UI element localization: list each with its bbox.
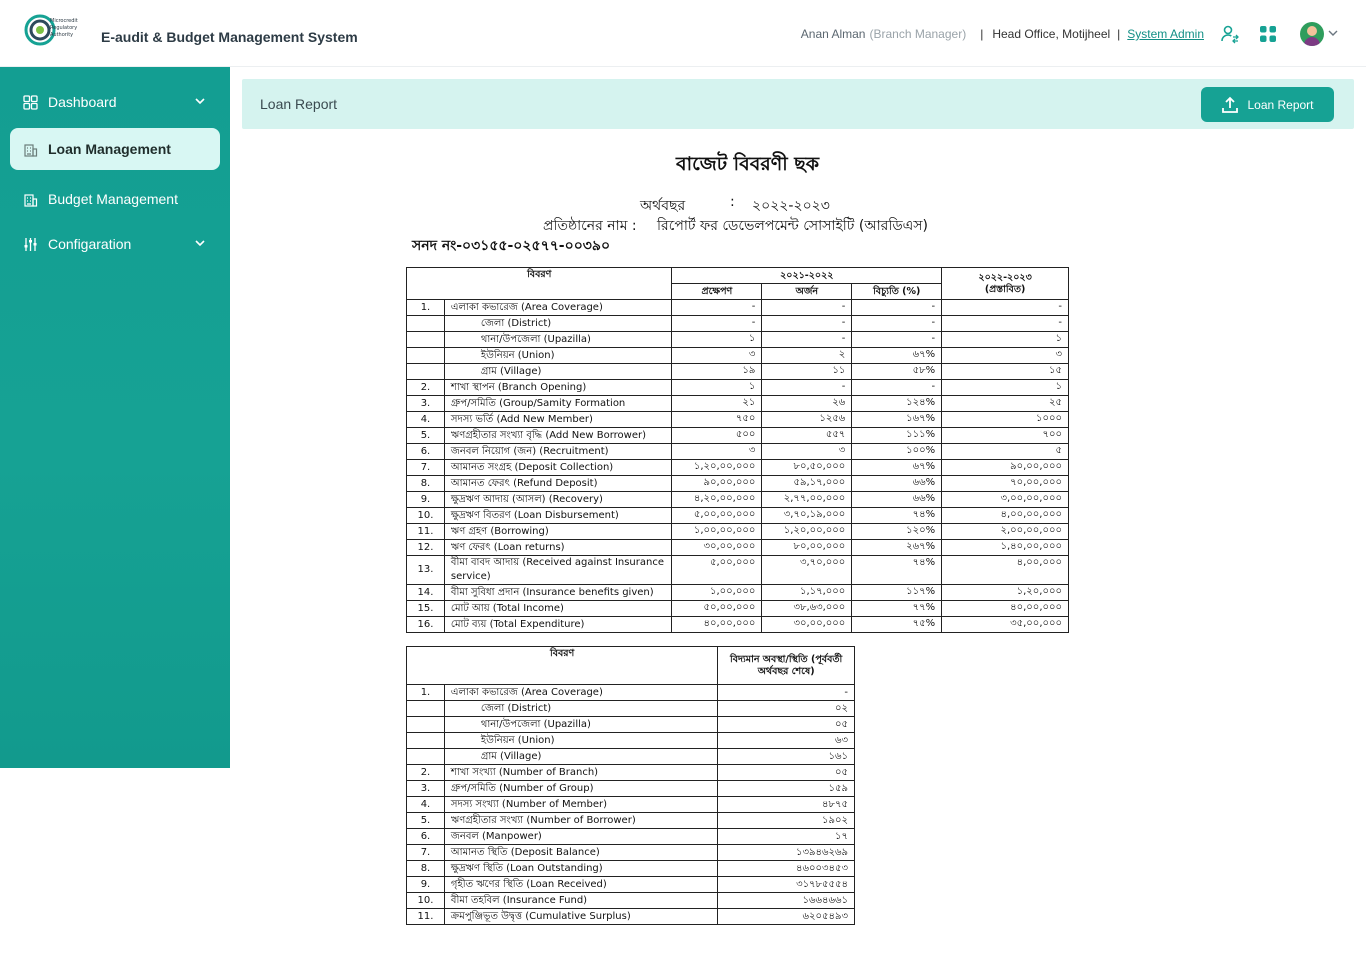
sidebar-item-budget-management[interactable] <box>10 178 220 220</box>
row-label: গ্রুপ/সমিতি (Group/Samity Formation <box>444 396 672 412</box>
row-number <box>407 332 445 348</box>
deviation-value: ৬৬% <box>852 492 942 508</box>
row-number: 8. <box>407 861 445 877</box>
row-label: বীমা সুবিধা প্রদান (Insurance benefits given) <box>444 585 672 601</box>
svg-text:Authority: Authority <box>50 32 74 38</box>
sidebar-item-dashboard[interactable] <box>10 81 220 123</box>
table-row <box>407 428 1069 444</box>
row-number: 10. <box>407 893 445 909</box>
table-row <box>407 909 855 925</box>
row-label: এলাকা কভারেজ (Area Coverage) <box>444 685 717 701</box>
sidebar-item-loan-management[interactable] <box>10 128 220 170</box>
row-number: 9. <box>407 877 445 893</box>
status-value: ০৫ <box>718 765 855 781</box>
proposed-value: - <box>942 316 1069 332</box>
projection-value: - <box>672 300 762 316</box>
row-label: ক্রমপুঞ্জিভূত উদ্বৃত্ত (Cumulative Surplus) <box>444 909 717 925</box>
deviation-value: ১১১% <box>852 428 942 444</box>
fiscal-year-value: ২০২২-২০২৩ <box>752 198 830 214</box>
content-header <box>242 79 1354 129</box>
row-number <box>407 733 445 749</box>
apps-grid-icon[interactable] <box>1256 22 1280 46</box>
projection-value: - <box>672 316 762 332</box>
table-row <box>407 765 855 781</box>
row-number: 2. <box>407 765 445 781</box>
achievement-value: ৩০,০০,০০০ <box>762 617 852 633</box>
upload-icon <box>1221 96 1239 114</box>
table-row <box>407 396 1069 412</box>
projection-value: ১ <box>672 332 762 348</box>
table-row <box>407 797 855 813</box>
projection-value: ৪,২০,০০,০০০ <box>672 492 762 508</box>
column-header-existing-status: বিদ্যমান অবস্থা/স্থিতি (পূর্ববর্তী অর্থবছর শেষে) <box>718 647 855 685</box>
table-row <box>407 585 1069 601</box>
row-label: শাখা স্থাপন (Branch Opening) <box>444 380 672 396</box>
deviation-value: ৭৪% <box>852 508 942 524</box>
proposed-value: ৫ <box>942 444 1069 460</box>
row-label: জনবল (Manpower) <box>444 829 717 845</box>
projection-value: ১৯ <box>672 364 762 380</box>
row-number: 5. <box>407 428 445 444</box>
sidebar <box>0 67 230 768</box>
user-avatar[interactable] <box>1300 22 1324 46</box>
column-header-year-next <box>942 268 1069 300</box>
projection-value: ৫,০০,০০০ <box>672 556 762 585</box>
projection-value: ৭৫০ <box>672 412 762 428</box>
deviation-value: ৭৫% <box>852 617 942 633</box>
row-label: সদস্য ভর্তি (Add New Member) <box>444 412 672 428</box>
row-label: গৃহীত ঋণের স্থিতি (Loan Received) <box>444 877 717 893</box>
row-label: গ্রুপ/সমিতি (Number of Group) <box>444 781 717 797</box>
proposed-value: ১৫ <box>942 364 1069 380</box>
table-row <box>407 556 1069 585</box>
row-label: আমানত সংগ্রহ (Deposit Collection) <box>444 460 672 476</box>
projection-value: ৩০,০০,০০০ <box>672 540 762 556</box>
deviation-value: ৭৭% <box>852 601 942 617</box>
proposed-value: ৩,০০,০০,০০০ <box>942 492 1069 508</box>
row-number: 14. <box>407 585 445 601</box>
row-label: জনবল নিয়োগ (জন) (Recruitment) <box>444 444 672 460</box>
row-number: 15. <box>407 601 445 617</box>
proposed-value: ৪,০০,০০,০০০ <box>942 508 1069 524</box>
row-label: জেলা (District) <box>444 316 672 332</box>
row-number: 11. <box>407 524 445 540</box>
status-value: ৪৮৭৫ <box>718 797 855 813</box>
building-icon <box>22 141 38 157</box>
table-row <box>407 524 1069 540</box>
deviation-value: ১২৪% <box>852 396 942 412</box>
row-label: সদস্য সংখ্যা (Number of Member) <box>444 797 717 813</box>
table-row <box>407 492 1069 508</box>
achievement-value: ৩,৭০,১৯,০০০ <box>762 508 852 524</box>
chevron-down-icon[interactable] <box>194 94 206 110</box>
proposed-value: ৯০,০০,০০০ <box>942 460 1069 476</box>
row-label: শাখা সংখ্যা (Number of Branch) <box>444 765 717 781</box>
chevron-down-icon[interactable] <box>1328 28 1338 41</box>
proposed-value: ৩ <box>942 348 1069 364</box>
deviation-value: ৬৭% <box>852 460 942 476</box>
table-row <box>407 877 855 893</box>
user-role: (Branch Manager) <box>869 27 967 41</box>
user-area <box>801 20 1338 48</box>
proposed-value: ৭০০ <box>942 428 1069 444</box>
sliders-icon <box>22 236 38 252</box>
row-label: ঋণগ্রহীতার সংখ্যা (Number of Borrower) <box>444 813 717 829</box>
user-name: Anan Alman <box>800 27 866 41</box>
achievement-value: ১,১৭,০০০ <box>762 585 852 601</box>
table-row <box>407 316 1069 332</box>
report-title: বাজেট বিবরণী ছক <box>676 153 820 175</box>
row-number: 4. <box>407 797 445 813</box>
row-number: 7. <box>407 460 445 476</box>
achievement-value: ২,৭৭,০০,০০০ <box>762 492 852 508</box>
deviation-value: ৬৭% <box>852 348 942 364</box>
proposed-value: ৪০,০০,০০০ <box>942 601 1069 617</box>
registration-number: সনদ নং-০৩১৫৫-০২৫৭৭-০০৩৯০ <box>412 238 611 254</box>
deviation-value: ২৬৭% <box>852 540 942 556</box>
table-row <box>407 460 1069 476</box>
row-number: 1. <box>407 300 445 316</box>
column-header-description: বিবরণ <box>407 647 718 685</box>
row-number: 13. <box>407 556 445 585</box>
status-value: ১৩৯৪৬২৬৯ <box>718 845 855 861</box>
deviation-value: ১২০% <box>852 524 942 540</box>
table-row <box>407 332 1069 348</box>
deviation-value: ১১৭% <box>852 585 942 601</box>
projection-value: ১ <box>672 380 762 396</box>
fiscal-year-label: অর্থবছর <box>640 198 686 214</box>
status-value: ৬৩ <box>718 733 855 749</box>
projection-value: ৯০,০০,০০০ <box>672 476 762 492</box>
projection-value: ১,০০,০০০ <box>672 585 762 601</box>
loan-report-button-label: Loan Report <box>1247 97 1314 112</box>
column-header-description: বিবরণ <box>407 268 672 300</box>
table-row <box>407 617 1069 633</box>
achievement-value: ৫৫৭ <box>762 428 852 444</box>
chevron-down-icon[interactable] <box>194 236 206 252</box>
status-value: ০২ <box>718 701 855 717</box>
projection-value: ১,০০,০০,০০০ <box>672 524 762 540</box>
status-table <box>406 646 855 925</box>
status-value: ১৬৬৪৬৬১ <box>718 893 855 909</box>
app-title: E-audit & Budget Management System <box>101 29 358 45</box>
budget-table <box>406 267 1069 633</box>
table-row <box>407 508 1069 524</box>
svg-text:Microcredit: Microcredit <box>50 18 78 24</box>
row-number: 9. <box>407 492 445 508</box>
table-row <box>407 348 1069 364</box>
row-number: 7. <box>407 845 445 861</box>
deviation-value: - <box>852 380 942 396</box>
row-number: 12. <box>407 540 445 556</box>
achievement-value: ৮০,০০,০০০ <box>762 540 852 556</box>
row-number: 6. <box>407 829 445 845</box>
proposed-value: ২,০০,০০,০০০ <box>942 524 1069 540</box>
divider: | <box>1117 27 1121 41</box>
row-number <box>407 348 445 364</box>
achievement-value: - <box>762 300 852 316</box>
deviation-value: ১৬৭% <box>852 412 942 428</box>
row-label: বীমা বাবদ আদায় (Received against Insurance service) <box>444 556 672 585</box>
row-label: আমানত স্থিতি (Deposit Balance) <box>444 845 717 861</box>
office-name: Head Office, Motijheel <box>992 27 1111 41</box>
proposed-value: - <box>942 300 1069 316</box>
status-value: ১৯০২ <box>718 813 855 829</box>
top-bar <box>0 0 1366 67</box>
table-row <box>407 364 1069 380</box>
status-value: ০৫ <box>718 717 855 733</box>
row-label: ঋণগ্রহীতার সংখ্যা বৃদ্ধি (Add New Borrower) <box>444 428 672 444</box>
row-number: 1. <box>407 685 445 701</box>
table-row <box>407 781 855 797</box>
column-header-year-prev: ২০২১-২০২২ <box>672 268 942 284</box>
row-label: এলাকা কভারেজ (Area Coverage) <box>444 300 672 316</box>
row-number: 11. <box>407 909 445 925</box>
achievement-value: ২ <box>762 348 852 364</box>
table-row <box>407 845 855 861</box>
table-row <box>407 717 855 733</box>
status-value: ১৭ <box>718 829 855 845</box>
deviation-value: ৫৮% <box>852 364 942 380</box>
table-row <box>407 813 855 829</box>
column-header-deviation: বিচ্যুতি (%) <box>852 284 942 300</box>
row-label: মোট আয় (Total Income) <box>444 601 672 617</box>
divider: | <box>980 27 984 41</box>
column-header-projection: প্রক্ষেপণ <box>672 284 762 300</box>
proposed-value: ১,২০,০০০ <box>942 585 1069 601</box>
table-row <box>407 861 855 877</box>
proposed-value: ১ <box>942 380 1069 396</box>
row-number: 3. <box>407 396 445 412</box>
deviation-value: ৬৬% <box>852 476 942 492</box>
table-row <box>407 701 855 717</box>
achievement-value: ৩৮,৬৩,০০০ <box>762 601 852 617</box>
projection-value: ৫,০০,০০,০০০ <box>672 508 762 524</box>
projection-value: ৪০,০০,০০০ <box>672 617 762 633</box>
row-number <box>407 749 445 765</box>
table-row <box>407 749 855 765</box>
table-row <box>407 733 855 749</box>
table-row <box>407 601 1069 617</box>
deviation-value: ৭৪% <box>852 556 942 585</box>
table-row <box>407 380 1069 396</box>
projection-value: ৫০,০০,০০০ <box>672 601 762 617</box>
row-number: 4. <box>407 412 445 428</box>
system-admin-link[interactable]: System Admin <box>1127 27 1204 41</box>
row-label: থানা/উপজেলা (Upazilla) <box>444 717 717 733</box>
row-number: 16. <box>407 617 445 633</box>
achievement-value: ১১ <box>762 364 852 380</box>
status-value: - <box>718 685 855 701</box>
row-number: 8. <box>407 476 445 492</box>
table-row <box>407 893 855 909</box>
proposed-value: ৪,০০,০০০ <box>942 556 1069 585</box>
organization-label: প্রতিষ্ঠানের নাম : <box>543 218 637 234</box>
organization-name: রিপোর্ট ফর ডেভেলপমেন্ট সোসাইটি (আরডিএস) <box>657 218 929 234</box>
projection-value: ৩ <box>672 444 762 460</box>
row-label: আমানত ফেরৎ (Refund Deposit) <box>444 476 672 492</box>
status-value: ১৬১ <box>718 749 855 765</box>
status-value: ৬২০৫৪৯৩ <box>718 909 855 925</box>
proposed-value: ১০০০ <box>942 412 1069 428</box>
status-value: ৪৬০০৩৪৫৩ <box>718 861 855 877</box>
achievement-value: - <box>762 332 852 348</box>
deviation-value: - <box>852 316 942 332</box>
achievement-value: ৩ <box>762 444 852 460</box>
row-label: গ্রাম (Village) <box>444 364 672 380</box>
year-next-sub: (প্রস্তাবিত) <box>984 283 1026 295</box>
page-title: Loan Report <box>260 96 338 112</box>
table-row <box>407 300 1069 316</box>
sidebar-item-label: Loan Management <box>48 141 171 157</box>
fiscal-year-colon: : <box>730 194 735 210</box>
achievement-value: ৮০,৫০,০০০ <box>762 460 852 476</box>
year-next-label: ২০২২-২০২৩ <box>978 271 1032 283</box>
row-number <box>407 364 445 380</box>
sidebar-item-label: Configaration <box>48 236 132 252</box>
achievement-value: - <box>762 316 852 332</box>
projection-value: ১,২০,০০,০০০ <box>672 460 762 476</box>
row-label: জেলা (District) <box>444 701 717 717</box>
table-row <box>407 829 855 845</box>
achievement-value: ১,২০,০০,০০০ <box>762 524 852 540</box>
switch-user-icon[interactable] <box>1218 22 1242 46</box>
row-label: ঋণ গ্রহণ (Borrowing) <box>444 524 672 540</box>
dashboard-icon <box>22 94 38 110</box>
sidebar-item-configaration[interactable] <box>10 223 220 265</box>
row-label: ইউনিয়ন (Union) <box>444 348 672 364</box>
proposed-value: ২৫ <box>942 396 1069 412</box>
achievement-value: - <box>762 380 852 396</box>
sidebar-item-label: Dashboard <box>48 94 117 110</box>
proposed-value: ১ <box>942 332 1069 348</box>
deviation-value: - <box>852 300 942 316</box>
row-label: ঋণ ফেরৎ (Loan returns) <box>444 540 672 556</box>
proposed-value: ৭০,০০,০০০ <box>942 476 1069 492</box>
row-number <box>407 316 445 332</box>
loan-report-button[interactable] <box>1201 87 1334 122</box>
projection-value: ৩ <box>672 348 762 364</box>
achievement-value: ২৬ <box>762 396 852 412</box>
row-number <box>407 701 445 717</box>
projection-value: ৫০০ <box>672 428 762 444</box>
table-row <box>407 412 1069 428</box>
projection-value: ২১ <box>672 396 762 412</box>
achievement-value: ৩,৭০,০০০ <box>762 556 852 585</box>
row-number: 10. <box>407 508 445 524</box>
table-row <box>407 444 1069 460</box>
row-label: মোট ব্যয় (Total Expenditure) <box>444 617 672 633</box>
proposed-value: ১,৪০,০০,০০০ <box>942 540 1069 556</box>
row-number: 3. <box>407 781 445 797</box>
deviation-value: ১০০% <box>852 444 942 460</box>
row-label: ক্ষুদ্রঋণ আদায় (আসল) (Recovery) <box>444 492 672 508</box>
deviation-value: - <box>852 332 942 348</box>
row-label: ইউনিয়ন (Union) <box>444 733 717 749</box>
building-icon <box>22 191 38 207</box>
row-label: বীমা তহবিল (Insurance Fund) <box>444 893 717 909</box>
table-row <box>407 476 1069 492</box>
row-number <box>407 717 445 733</box>
sidebar-item-label: Budget Management <box>48 191 178 207</box>
row-number: 5. <box>407 813 445 829</box>
row-label: থানা/উপজেলা (Upazilla) <box>444 332 672 348</box>
status-value: ৩১৭৮৫৫৫৪ <box>718 877 855 893</box>
row-label: গ্রাম (Village) <box>444 749 717 765</box>
achievement-value: ৫৯,১৭,০০০ <box>762 476 852 492</box>
table-row <box>407 685 855 701</box>
row-number: 6. <box>407 444 445 460</box>
proposed-value: ৩৫,০০,০০০ <box>942 617 1069 633</box>
table-row <box>407 540 1069 556</box>
row-label: ক্ষুদ্রঋণ স্থিতি (Loan Outstanding) <box>444 861 717 877</box>
status-value: ১৫৯ <box>718 781 855 797</box>
column-header-achievement: অর্জন <box>762 284 852 300</box>
row-label: ক্ষুদ্রঋণ বিতরণ (Loan Disbursement) <box>444 508 672 524</box>
row-number: 2. <box>407 380 445 396</box>
achievement-value: ১২৫৬ <box>762 412 852 428</box>
mra-logo[interactable] <box>24 12 86 56</box>
svg-text:Regulatory: Regulatory <box>50 25 78 31</box>
